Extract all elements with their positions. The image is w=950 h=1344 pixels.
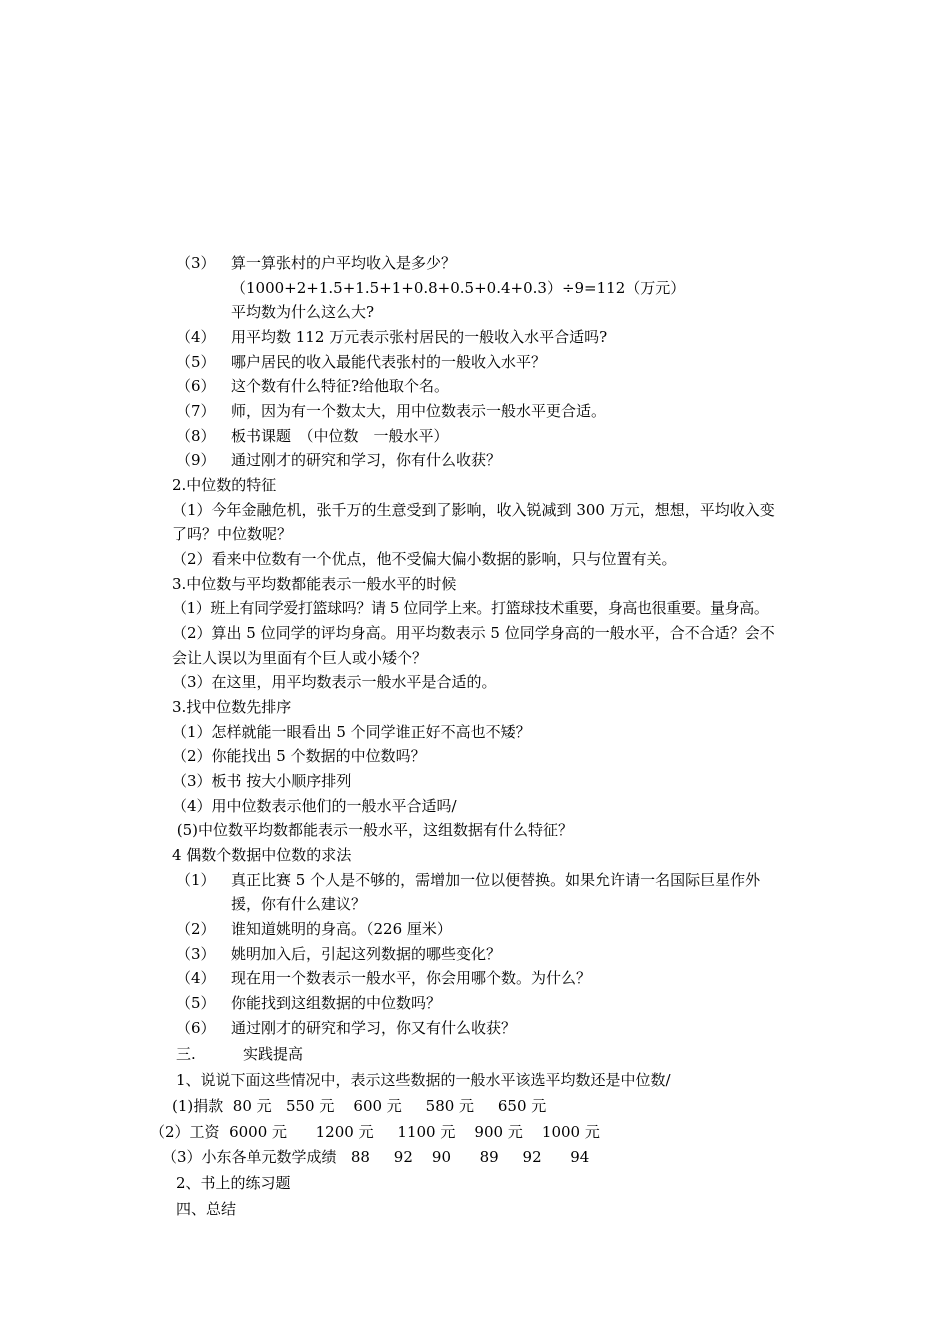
list-item-number: （6） xyxy=(176,1019,216,1037)
paragraph: （3）板书 按大小顺序排列 xyxy=(172,772,352,790)
list-item-text: 姚明加入后，引起这列数据的哪些变化？ xyxy=(231,945,502,963)
section-heading: 实践提高 xyxy=(243,1045,304,1063)
list-item-text: 用平均数 112 万元表示张村居民的一般收入水平合适吗? xyxy=(231,328,608,346)
list-item-text: 通过刚才的研究和学习，你有什么收获？ xyxy=(231,451,502,469)
section-heading: 3.找中位数先排序 xyxy=(172,698,292,716)
section-heading: 四、总结 xyxy=(176,1200,237,1218)
paragraph: （1）今年金融危机，张千万的生意受到了影响，收入锐减到 300 万元，想想，平均收入变 xyxy=(172,501,775,519)
list-item-text: 这个数有什么特征?给他取个名。 xyxy=(231,377,450,395)
paragraph: （1）班上有同学爱打篮球吗？请 5 位同学上来。打篮球技术重要，身高也很重要。量身高。 xyxy=(172,599,769,617)
paragraph: （2）算出 5 位同学的评均身高。用平均数表示 5 位同学身高的一般水平，合不合适？会不 xyxy=(172,624,775,642)
paragraph: 会让人误以为里面有个巨人或小矮个？ xyxy=(172,649,428,667)
list-item-number: （6） xyxy=(176,377,216,395)
list-item-text: 哪户居民的收入最能代表张村的一般收入水平？ xyxy=(231,353,547,371)
paragraph: 了吗？中位数呢？ xyxy=(172,525,293,543)
section-number: 三. xyxy=(176,1045,196,1063)
list-item-number: （2） xyxy=(176,920,216,938)
list-item-text: 师，因为有一个数太大，用中位数表示一般水平更合适。 xyxy=(231,402,607,420)
list-item-number: （4） xyxy=(176,969,216,987)
data-line: （3）小东各单元数学成绩 88 92 90 89 92 94 xyxy=(162,1148,590,1166)
formula-line: （1000+2+1.5+1.5+1+0.8+0.5+0.4+0.3）÷9=112（万元） xyxy=(231,279,686,297)
paragraph: (5)中位数平均数都能表示一般水平，这组数据有什么特征？ xyxy=(172,821,574,839)
list-item-number: （3） xyxy=(176,945,216,963)
list-item-text: 援，你有什么建议？ xyxy=(231,895,367,913)
list-item-number: （9） xyxy=(176,451,216,469)
list-item-number: （5） xyxy=(176,994,216,1012)
paragraph: 2、书上的练习题 xyxy=(176,1174,291,1192)
list-item-number: （7） xyxy=(176,402,216,420)
list-item-text: 板书课题 （中位数 一般水平） xyxy=(231,427,449,445)
paragraph: （4）用中位数表示他们的一般水平合适吗/ xyxy=(172,797,457,815)
list-item-number: （4） xyxy=(176,328,216,346)
list-item-text: 现在用一个数表示一般水平，你会用哪个数。为什么？ xyxy=(231,969,592,987)
list-item-text: 你能找到这组数据的中位数吗？ xyxy=(231,994,442,1012)
paragraph: 1、说说下面这些情况中，表示这些数据的一般水平该选平均数还是中位数/ xyxy=(176,1071,671,1089)
section-heading: 2.中位数的特征 xyxy=(172,476,277,494)
paragraph: （3）在这里，用平均数表示一般水平是合适的。 xyxy=(172,673,497,691)
section-heading: 3.中位数与平均数都能表示一般水平的时候 xyxy=(172,575,457,593)
section-heading: 4 偶数个数据中位数的求法 xyxy=(172,846,352,864)
paragraph: （2）看来中位数有一个优点，他不受偏大偏小数据的影响，只与位置有关。 xyxy=(172,550,677,568)
list-item-number: （1） xyxy=(176,871,216,889)
list-item-number: （3） xyxy=(176,254,216,272)
list-item-text: 算一算张村的户平均收入是多少？ xyxy=(231,254,457,272)
list-item-text: 谁知道姚明的身高。（226 厘米） xyxy=(231,920,452,938)
paragraph: （1）怎样就能一眼看出 5 个同学谁正好不高也不矮？ xyxy=(172,723,531,741)
list-item-text: 真正比赛 5 个人是不够的，需增加一位以便替换。如果允许请一名国际巨星作外 xyxy=(231,871,761,889)
list-item-text: 通过刚才的研究和学习，你又有什么收获？ xyxy=(231,1019,517,1037)
list-item-number: （5） xyxy=(176,353,216,371)
data-line: （2）工资 6000 元 1200 元 1100 元 900 元 1000 元 xyxy=(150,1123,600,1141)
paragraph: （2）你能找出 5 个数据的中位数吗？ xyxy=(172,747,426,765)
list-item-number: （8） xyxy=(176,427,216,445)
data-line: (1)捐款 80 元 550 元 600 元 580 元 650 元 xyxy=(172,1097,547,1115)
list-item-text: 平均数为什么这么大? xyxy=(231,303,375,321)
